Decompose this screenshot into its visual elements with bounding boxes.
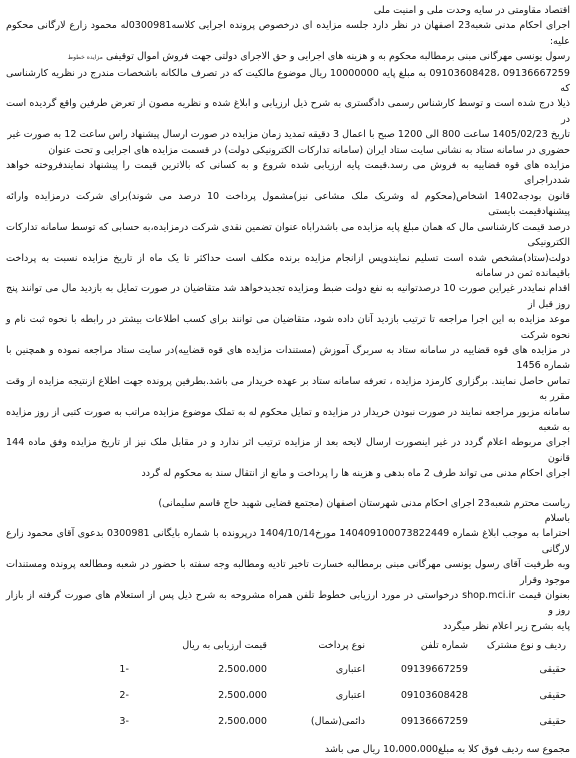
body-line: تاریخ 1405/02/23 ساعت 800 الی 1200 صبح با اعمال 3 دقیقه تمدید زمان مزایده در صورت ارسال پیشنهاد راس ساعت 12 به صورت غیر bbox=[7, 129, 570, 141]
letter-greeting: باسلام bbox=[544, 513, 570, 524]
letter-line: بعنوان قیمت shop.mci.ir درخواستی در مورد ارزیابی خطوط تلفن همراه مشروحه به شرح ذیل پس از استعلام های صورت گرفته از بازار روز و bbox=[6, 590, 570, 617]
letter-salutation: ریاست محترم شعبه23 اجرای احکام مدنی شهرستان اصفهان (مجتمع قضایی شهید حاج قاسم سلیمانی) bbox=[158, 497, 570, 509]
cell-value: 2،500،000 bbox=[218, 715, 267, 727]
header-title: اقتصاد مقاومتی در سایه وحدت ملی و امنیت ملی bbox=[373, 5, 570, 16]
body-line: دولت(ستاد)مشخص شده است تسلیم نمایندوپس ازانجام مزایده برنده مکلف است حداکثر تا یک ماه از تاریخ مزایده نسبت به پرداخت باقیمانده ثمن در سامانه bbox=[6, 252, 570, 279]
cell-payment: اعتباری bbox=[335, 689, 365, 701]
cell-index: 2- bbox=[119, 689, 129, 701]
body-line: ذیلا درج شده است و توسط کارشناس رسمی دادگستری به شرح ذیل ارزیابی و ابلاغ شده و نظریه مصون از تعرض طرفین واقع گردیده است در bbox=[6, 98, 570, 125]
table-row bbox=[6, 682, 570, 708]
cell-index: 1- bbox=[119, 663, 129, 675]
notice-body bbox=[6, 18, 570, 481]
header-value: قیمت ارزیابی به ریال bbox=[182, 639, 267, 651]
body-line: مزایده های قوه قضاییه به فروش می رسد.قیمت پایه ارزیابی شده شروع و به کسانی که بالاترین قیمت را پیشنهاد نمایندفروخته خواهد شددراجرای bbox=[6, 160, 570, 187]
header-spacer bbox=[6, 634, 133, 656]
expert-letter bbox=[6, 496, 570, 635]
stamp-note: مزایده خطوط bbox=[67, 54, 103, 62]
header-type: ردیف و نوع مشترک bbox=[486, 639, 566, 651]
header-payment: نوع پرداخت bbox=[318, 639, 365, 651]
cell-type: حقیقی bbox=[539, 663, 566, 675]
cell-phone: 09103608428 bbox=[400, 689, 468, 701]
cell-value: 2،500،000 bbox=[218, 689, 267, 701]
table-row bbox=[6, 656, 570, 682]
body-line: اجرای احکام مدنی می تواند طرف 2 ماه بدهی و هزینه ها را پرداخت و مانع از انتقال سند به محکوم له گردد bbox=[141, 468, 570, 480]
body-line: اقدام نمایددر غیراین صورت 10 درصدتوانیه به نفع دولت ضبط ومزایده تجدیدخواهد شد متقاضیان در صورت تمایل به بازدید مال می توانند پنج روز قبل از bbox=[6, 283, 570, 310]
cell-payment: دائمی(شمال) bbox=[310, 715, 365, 727]
table-row bbox=[6, 708, 570, 734]
table-header-row bbox=[6, 634, 570, 656]
cell-type: حقیقی bbox=[539, 715, 566, 727]
cell-phone: 09139667259 bbox=[400, 663, 468, 675]
body-line: سامانه مزبور مراجعه نمایند در صورت نبودن خریدار در مزایده و تمایل محکوم له به تملک موضوع مزایده مراتب به صورت کتبی از روز مزایده به شعبه bbox=[6, 406, 570, 433]
body-line: رسول یونسی مهرگانی مبنی برمطالبه محکوم به و هزینه های اجرایی و حق الاجرای دولتی جهت فروش اموال توقیفی مزایده خطوط bbox=[67, 51, 570, 63]
body-line: اجرای مربوطه اعلام گردد در غیر اینصورت ارسال لایحه بعد از مزایده ترتیب اثر ندارد و در مقابل ملک نیز از تاریخ مزایده وفق ماده 144 قانون bbox=[6, 437, 570, 464]
letter-line: احتراما به موجب ابلاغ شماره 140409100073822449 مورخ1404/10/14 درپرونده با شماره بایگانی 0300981 بدعوی آقای محمود زارع لارگانی bbox=[6, 528, 570, 555]
cell-value: 2،500،000 bbox=[218, 663, 267, 675]
table-total: مجموع سه ردیف فوق کلا به مبلغ10،000،000 ریال می باشد bbox=[324, 744, 570, 756]
cell-phone: 09136667259 bbox=[400, 715, 468, 727]
body-line: قانون بودجه1402 اشخاص(محکوم له وشریک ملک مشاعی نیز)مشمول پرداخت 10 درصد می شوند)برای شرکت درمزایده وارائه پیشنهادقیمت بایستی bbox=[6, 190, 571, 218]
cell-payment: اعتباری bbox=[335, 663, 365, 675]
body-line: 09136667259 ،09103608428 به مبلغ پایه 10000000 ریال موضوع مالکیت که در تصرف مالکانه باشخصات مندرج در نظریه کارشناسی که bbox=[6, 67, 570, 95]
cell-type: حقیقی bbox=[539, 689, 566, 701]
body-line: اجرای احکام مدنی شعبه23 اصفهان در نظر دارد جلسه مزایده ای درخصوص پرونده اجرایی کلاسه0300981له محمود زارع لارگانی محکوم علیه: bbox=[6, 20, 570, 47]
letter-line: پایه بشرح زیر اعلام نظر میگردد bbox=[442, 620, 570, 632]
valuation-table bbox=[6, 634, 570, 734]
body-line: حضوری در سامانه ستاد به نشانی سایت ستاد ایران (سامانه تدارکات الکترونیکی دولت) در قسمت مزایده های اجرایی و تحت عنوان bbox=[48, 144, 570, 156]
body-line: تماس حاصل نمایند. برگزاری کارمزد مزایده ، تعرفه سامانه ستاد بر عهده خریدار می باشد.بطرفین پرونده جهت اطلاع ازنتیجه مزایده از وقت مقرر به bbox=[6, 375, 570, 403]
header-phone: شماره تلفن bbox=[420, 639, 468, 651]
body-line: درصد قیمت کارشناسی مال که همان مبلغ پایه مزایده می باشدراباه عنوان تضمین نقدی شرکت درمزایده،به حسابی که توسط سامانه تدارکات الکترونیکی bbox=[6, 221, 570, 249]
body-line: در مزایده های قوه قضاییه در سامانه ستاد به سربرگ آموزش (مستندات مزایده های قوه قضاییه)در سایت ستاد مراجعه نموده و همچنین با شماره 1456 bbox=[6, 344, 570, 372]
body-line: موعد مزایده به این اجرا مراجعه تا ترتیب بازدید آنان داده شود، متقاضیان می توانند برای کسب اطلاعات بیشتر در رابطه با نحوه ثبت نام و نحوه شرکت bbox=[6, 314, 570, 341]
cell-index: 3- bbox=[119, 715, 129, 727]
letter-line: وبه طرفیت آقای رسول یونسی مهرگانی مبنی برمطالبه خسارت تاخیر تادیه ومطالبه وجه سفته با حضور در شعبه ومطالعه پرونده ومستندات موجود وقرار bbox=[6, 559, 570, 586]
